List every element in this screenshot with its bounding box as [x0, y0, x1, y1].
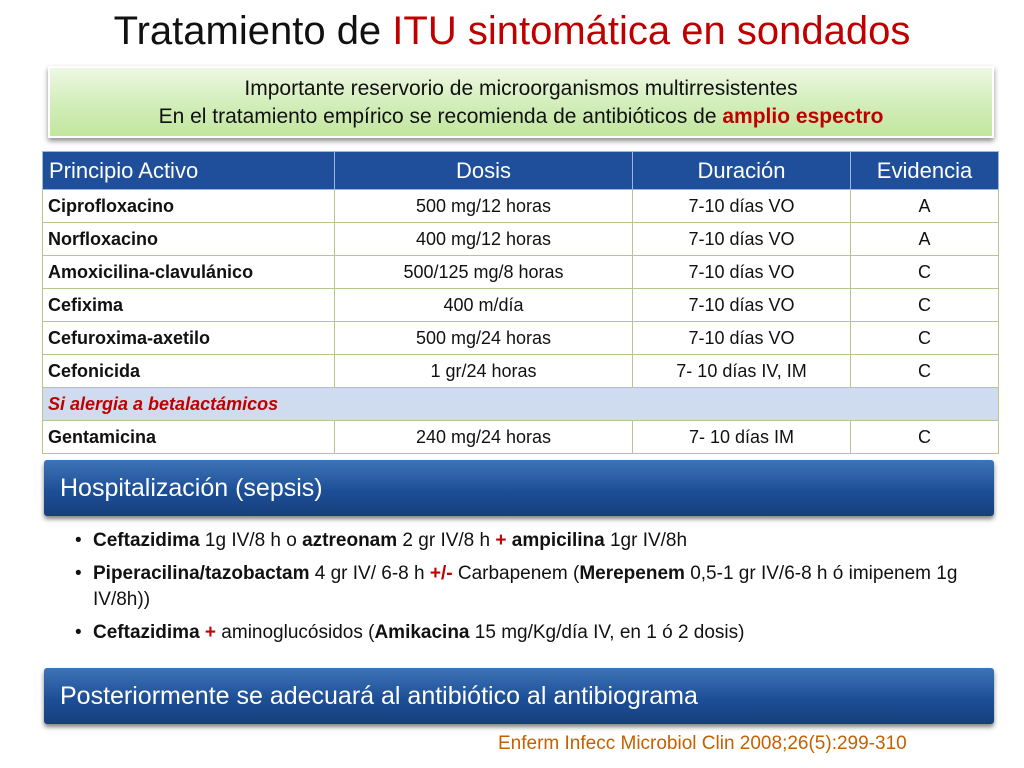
column-header: Duración — [633, 152, 851, 190]
table-cell: C — [851, 355, 999, 388]
intro-callout — [48, 66, 994, 138]
table-cell: Norfloxacino — [43, 223, 335, 256]
table-row — [43, 256, 999, 289]
allergy-row — [43, 388, 999, 421]
list-item — [75, 561, 975, 613]
table-cell: C — [851, 322, 999, 355]
table-cell: 7-10 días VO — [633, 322, 851, 355]
table-row — [43, 421, 999, 454]
table-cell: 400 m/día — [335, 289, 633, 322]
citation: Enferm Infecc Microbiol Clin 2008;26(5):299-310 — [498, 733, 907, 754]
intro-line-2 — [50, 103, 992, 131]
table-row — [43, 223, 999, 256]
table-cell: 1 gr/24 horas — [335, 355, 633, 388]
table-cell: Amoxicilina-clavulánico — [43, 256, 335, 289]
table-cell: A — [851, 190, 999, 223]
table-cell: 7-10 días VO — [633, 190, 851, 223]
table-row — [43, 355, 999, 388]
column-header: Principio Activo — [43, 152, 335, 190]
antibiotic-table — [42, 151, 999, 454]
bullet-text: 2 gr IV/8 h — [397, 530, 496, 551]
combination-symbol: +/- — [429, 563, 453, 584]
list-item — [75, 620, 975, 646]
table-cell: 500 mg/24 horas — [335, 322, 633, 355]
table-cell: 7-10 días VO — [633, 289, 851, 322]
table-row — [43, 322, 999, 355]
table-cell: 7- 10 días IV, IM — [633, 355, 851, 388]
table-cell: 500 mg/12 horas — [335, 190, 633, 223]
hospital-heading: Hospitalización (sepsis) — [60, 473, 323, 502]
footer-bar-text: Posteriormente se adecuará al antibiótico al antibiograma — [60, 681, 698, 710]
table-cell: 7-10 días VO — [633, 256, 851, 289]
drug-name: Amikacina — [374, 622, 470, 643]
bullet-text: 15 mg/Kg/día IV, en 1 ó 2 dosis) — [469, 622, 745, 643]
bullet-text: 0,5-1 gr IV/6-8 h ó imipenem 1g IV/8h)) — [93, 563, 958, 610]
table-cell: C — [851, 256, 999, 289]
title-prefix: Tratamiento de — [113, 9, 393, 53]
intro-line-1: Importante reservorio de microorganismos multirresistentes — [244, 77, 798, 100]
table-cell: Cefuroxima-axetilo — [43, 322, 335, 355]
intro-line-2-text: En el tratamiento empírico se recomienda de antibióticos de — [158, 105, 723, 128]
combination-symbol: + — [495, 530, 507, 551]
bullet-text: aminoglucósidos ( — [216, 622, 375, 643]
bullet-text: 4 gr IV/ 6-8 h — [309, 563, 430, 584]
table-cell: 400 mg/12 horas — [335, 223, 633, 256]
footer-bar — [44, 668, 994, 724]
slide-title — [0, 6, 1024, 56]
table-cell: Ciprofloxacino — [43, 190, 335, 223]
table-header-row — [43, 152, 999, 190]
table-cell: A — [851, 223, 999, 256]
bullet-text: Carbapenem ( — [452, 563, 580, 584]
table-row — [43, 190, 999, 223]
hospital-heading-bar — [44, 460, 994, 516]
table-cell: Cefonicida — [43, 355, 335, 388]
column-header: Evidencia — [851, 152, 999, 190]
drug-name: Piperacilina/tazobactam — [93, 563, 310, 584]
table-cell: Cefixima — [43, 289, 335, 322]
drug-name: Ceftazidima — [93, 622, 200, 643]
bullet-text: 1gr IV/8h — [604, 530, 688, 551]
table-header — [43, 152, 999, 190]
table-cell: 500/125 mg/8 horas — [335, 256, 633, 289]
table-row — [43, 289, 999, 322]
drug-name: Merepenem — [579, 563, 685, 584]
drug-name: aztreonam — [302, 530, 398, 551]
table-cell: C — [851, 421, 999, 454]
list-item — [75, 528, 975, 554]
title-accent: ITU sintomática en sondados — [392, 9, 911, 53]
table-body — [43, 190, 999, 454]
drug-name: Ceftazidima — [93, 530, 200, 551]
table-cell: 7- 10 días IM — [633, 421, 851, 454]
table-cell: 240 mg/24 horas — [335, 421, 633, 454]
bullet-text: 1g IV/8 h o — [199, 530, 303, 551]
combination-symbol: + — [204, 622, 217, 643]
drug-name: ampicilina — [511, 530, 605, 551]
intro-emphasis: amplio espectro — [722, 105, 884, 128]
column-header: Dosis — [335, 152, 633, 190]
hospital-bullet-list — [75, 528, 975, 653]
table-cell: Gentamicina — [43, 421, 335, 454]
table-cell: 7-10 días VO — [633, 223, 851, 256]
allergy-label: Si alergia a betalactámicos — [43, 388, 999, 421]
table-cell: C — [851, 289, 999, 322]
